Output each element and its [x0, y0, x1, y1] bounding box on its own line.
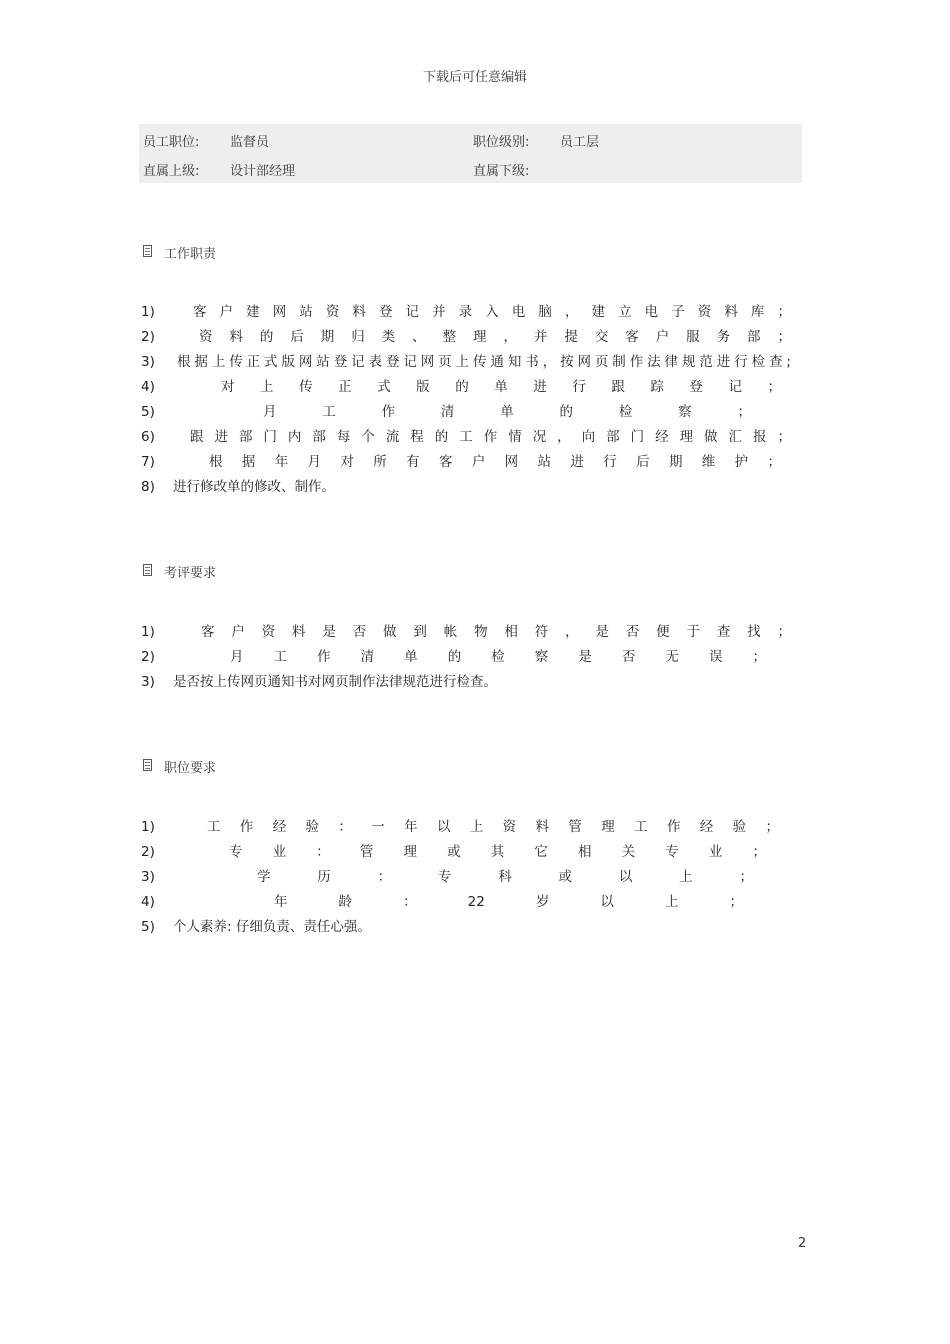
document-icon	[143, 245, 152, 257]
page-header: 下载后可任意编辑	[422, 70, 527, 85]
item-text: 资料的后期归类、整理，并提交客户服务部；	[199, 329, 791, 345]
level-value: 员工层	[560, 135, 600, 150]
item-text: 跟进部门内部每个流程的工作情况，向部门经理做汇报；	[190, 429, 791, 445]
list-item	[141, 815, 791, 840]
superior-label: 直属上级:	[143, 164, 200, 179]
document-icon	[143, 759, 152, 771]
evaluation-list	[141, 620, 791, 695]
list-item	[141, 350, 791, 375]
list-item	[141, 375, 791, 400]
item-text: 根据年月对所有客户网站进行后期维护；	[209, 454, 781, 470]
item-number: 3)	[141, 674, 155, 690]
duties-list	[141, 300, 791, 500]
list-item	[141, 475, 791, 500]
document-icon	[143, 564, 152, 576]
item-text: 根据上传正式版网站登记表登记网页上传通知书，按网页制作法律规范进行检查;	[177, 354, 791, 370]
item-number: 7)	[141, 454, 155, 470]
item-text: 学历：专科或以上；	[257, 869, 753, 885]
list-item	[141, 865, 791, 890]
list-item	[141, 620, 791, 645]
item-number: 3)	[141, 354, 155, 370]
list-item	[141, 915, 791, 940]
item-text: 工作经验：一年以上资料管理工作经验；	[207, 819, 779, 835]
section-duties-heading	[143, 243, 216, 262]
list-item	[141, 645, 791, 670]
item-number: 1)	[141, 624, 155, 640]
list-item	[141, 425, 791, 450]
section-title: 工作职责	[164, 247, 217, 262]
item-text: 进行修改单的修改、制作。	[173, 479, 335, 495]
subordinate-label: 直属下级:	[473, 164, 530, 179]
item-text: 个人素养: 仔细负责、责任心强。	[173, 919, 371, 935]
section-requirements-heading	[143, 757, 216, 776]
item-text: 对上传正式版的单进行跟踪登记；	[221, 379, 781, 395]
item-number: 8)	[141, 479, 155, 495]
item-text: 客户资料是否做到帐物相符，是否便于查找；	[201, 624, 791, 640]
list-item	[141, 450, 791, 475]
item-number: 2)	[141, 329, 155, 345]
item-text: 月工作清单的检察；	[263, 404, 751, 420]
employee-info-table	[139, 124, 802, 183]
requirements-list	[141, 815, 791, 940]
list-item	[141, 840, 791, 865]
item-number: 1)	[141, 819, 155, 835]
section-title: 考评要求	[164, 566, 217, 581]
list-item	[141, 670, 791, 695]
position-label: 员工职位:	[143, 135, 200, 150]
item-number: 2)	[141, 844, 155, 860]
item-number: 6)	[141, 429, 155, 445]
superior-value: 设计部经理	[230, 164, 296, 179]
item-number: 2)	[141, 649, 155, 665]
item-text: 月工作清单的检察是否无误；	[230, 649, 766, 665]
item-text: 年龄：22岁以上；	[274, 894, 743, 910]
list-item	[141, 890, 791, 915]
list-item	[141, 325, 791, 350]
level-label: 职位级别:	[473, 135, 530, 150]
item-number: 4)	[141, 894, 155, 910]
page-number: 2	[798, 1236, 807, 1251]
item-number: 4)	[141, 379, 155, 395]
item-number: 5)	[141, 919, 155, 935]
item-number: 3)	[141, 869, 155, 885]
list-item	[141, 400, 791, 425]
item-text: 专业：管理或其它相关专业；	[229, 844, 766, 860]
position-value: 监督员	[230, 135, 270, 150]
list-item	[141, 300, 791, 325]
item-text: 客户建网站资料登记并录入电脑，建立电子资料库；	[193, 304, 791, 320]
item-text: 是否按上传网页通知书对网页制作法律规范进行检查。	[173, 674, 497, 690]
section-title: 职位要求	[164, 761, 217, 776]
section-evaluation-heading	[143, 562, 216, 581]
item-number: 1)	[141, 304, 155, 320]
item-number: 5)	[141, 404, 155, 420]
